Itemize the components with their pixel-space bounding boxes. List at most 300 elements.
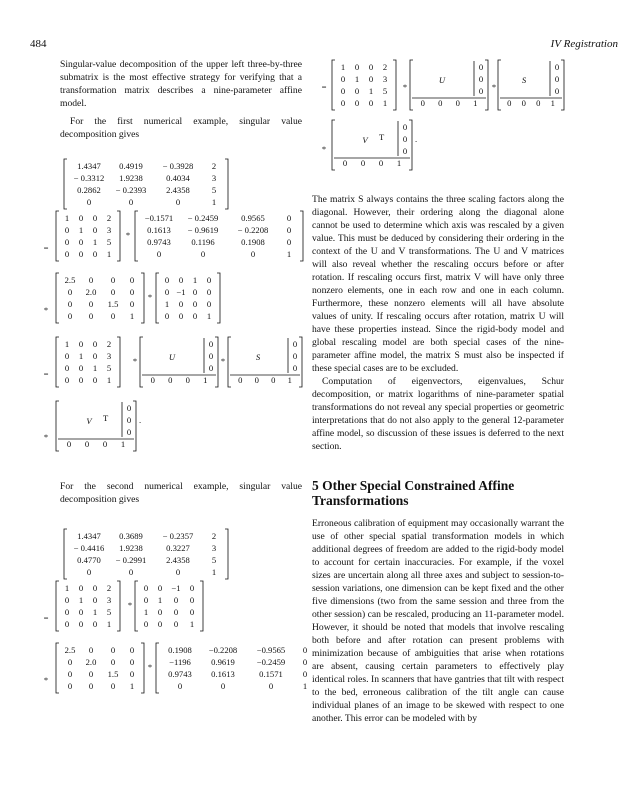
translation-t3-cell: 1 <box>340 62 346 72</box>
matrix-a2-cell: 1.9238 <box>119 543 143 553</box>
translation-t1b-cell: 0 <box>64 351 70 361</box>
matrix-a1-cell: 0.4034 <box>166 173 190 183</box>
translation-t2-cell: 0 <box>78 619 84 629</box>
matrix-s1-cell: 2.5 <box>64 275 76 285</box>
matrix-s1-cell: 0 <box>129 287 135 297</box>
matrix-a1-cell: 0 <box>128 197 134 207</box>
matrix-v1-cell: 1 <box>206 311 212 321</box>
matrix-a2-cell: 0 <box>128 567 134 577</box>
matrix-a1-cell: 2 <box>211 161 217 171</box>
matrix-a1-cell: 0.2862 <box>77 185 101 195</box>
translation-t3-cell: 3 <box>382 74 388 84</box>
zero-cell: 0 <box>126 415 132 425</box>
matrix-v1-right-bracket <box>217 273 220 323</box>
bottom-row-cell: 0 <box>271 375 276 385</box>
matrix-v2-cell: 0 <box>302 657 308 667</box>
matrix-u2-cell: −1 <box>171 583 181 593</box>
matrix-s1-cell: 0 <box>88 311 94 321</box>
bottom-row-cell: 0 <box>438 98 443 108</box>
matrix-v2-cell: 0 <box>268 681 274 691</box>
matrix-u2-cell: 0 <box>173 595 179 605</box>
bottom-row-cell: 0 <box>168 375 173 385</box>
translation-t1-cell: 1 <box>92 237 98 247</box>
translation-t1b-cell: 1 <box>78 351 84 361</box>
matrix-a2-cell: 0 <box>86 567 92 577</box>
zero-cell: 0 <box>554 86 560 96</box>
translation-t1b-cell: 1 <box>106 375 112 385</box>
zero-cell: 0 <box>208 363 214 373</box>
left-paragraph-1: Singular-value decomposition of the upper left three-by-three submatrix is the most effective strategy for verifying that a transformation matrix describes a nine-parameter affine model. <box>60 59 302 109</box>
translation-t3-cell: 0 <box>354 98 360 108</box>
multiply-sign: * <box>147 292 153 302</box>
right-paragraph-2: Computation of eigenvectors, eigenvalues, Schur decomposition, or matrix logarithms of nine-parameter spatial transformations do not reveal any special properties or geometric interpretations that do not also apply to the general 12-parameter affine model, so discussion of these issues is deferred to the next section. <box>312 376 564 452</box>
matrix-a2-cell: 0 <box>175 567 181 577</box>
matrix-v1-cell: 0 <box>178 299 184 309</box>
matrix-v2-cell: −0.2208 <box>208 645 238 655</box>
matrix-u1-cell: 0 <box>286 225 292 235</box>
translation-t2-cell: 1 <box>92 607 98 617</box>
zero-cell: 0 <box>126 427 132 437</box>
left-column-bottom <box>60 480 302 506</box>
right-column-bottom <box>312 517 564 725</box>
running-title: IV Registration <box>550 38 618 50</box>
translation-t2-cell: 0 <box>92 619 98 629</box>
matrix-a2-right-bracket <box>225 529 228 579</box>
u-symbol-matrix-right-bracket <box>485 60 488 110</box>
matrix-s1-cell: 1 <box>129 311 135 321</box>
matrix-s2-right-bracket <box>141 643 144 693</box>
matrix-u2-cell: 0 <box>173 607 179 617</box>
matrix-u1-cell: 0 <box>156 249 162 259</box>
matrix-s1-cell: 0 <box>88 299 94 309</box>
matrix-a2-left-bracket <box>64 529 67 579</box>
matrix-v1-cell: 1 <box>192 275 198 285</box>
matrix-u1-cell: 1 <box>286 249 292 259</box>
matrix-s1-cell: 0 <box>67 287 73 297</box>
matrix-u1-cell: 0 <box>250 249 256 259</box>
bottom-row-cell: 0 <box>507 98 512 108</box>
u-symbol: U <box>438 74 446 85</box>
bottom-row-cell: 0 <box>536 98 541 108</box>
matrix-s1-left-bracket <box>56 273 59 323</box>
multiply-sign: * <box>402 82 408 92</box>
bottom-row-cell: 0 <box>185 375 190 385</box>
matrix-s2-cell: 0 <box>67 657 73 667</box>
matrix-s1-right-bracket <box>141 273 144 323</box>
translation-t2-cell: 0 <box>78 607 84 617</box>
zero-cell: 0 <box>554 62 560 72</box>
zero-cell: 0 <box>478 86 484 96</box>
s-symbol-matrix-right-bracket <box>561 60 564 110</box>
translation-t1-cell: 0 <box>64 225 70 235</box>
matrix-v2-cell: 0.9619 <box>211 657 235 667</box>
matrix-s2-cell: 0 <box>67 669 73 679</box>
translation-t2-cell: 1 <box>64 583 70 593</box>
translation-t1b-cell: 0 <box>78 339 84 349</box>
matrix-a1-cell: 3 <box>211 173 217 183</box>
zero-cell: 0 <box>402 146 408 156</box>
matrix-s2-cell: 0 <box>129 669 135 679</box>
matrix-s1-cell: 0 <box>67 299 73 309</box>
matrix-a1-cell: 0 <box>86 197 92 207</box>
matrix-v2-cell: 0.1571 <box>259 669 283 679</box>
translation-t2-cell: 0 <box>92 595 98 605</box>
transpose-superscript: T <box>379 132 385 142</box>
matrix-a1-left-bracket <box>64 159 67 209</box>
matrix-s2-cell: 0 <box>88 645 94 655</box>
translation-t1-cell: 0 <box>92 249 98 259</box>
zero-cell: 0 <box>292 339 298 349</box>
matrix-u2-cell: 0 <box>189 583 195 593</box>
period: . <box>415 134 418 144</box>
matrix-u2-cell: 0 <box>143 583 149 593</box>
translation-t1b-cell: 0 <box>92 351 98 361</box>
translation-t1-cell: 1 <box>64 213 70 223</box>
multiply-sign: * <box>127 600 133 610</box>
translation-t2-cell: 1 <box>106 619 112 629</box>
left-paragraph-2: For the first numerical example, singular value decomposition gives <box>60 116 302 140</box>
matrix-u1-cell: 0.1613 <box>147 225 171 235</box>
matrix-a1-cell: 1.4347 <box>77 161 101 171</box>
translation-t3-cell: 0 <box>368 62 374 72</box>
matrix-a2-cell: 3 <box>211 543 217 553</box>
matrix-s2-cell: 0 <box>110 657 116 667</box>
u-symbol-matrix-left-bracket <box>410 60 413 110</box>
matrix-s1-cell: 0 <box>129 299 135 309</box>
matrix-s2-cell: 0 <box>88 681 94 691</box>
matrix-u2-cell: 0 <box>157 619 163 629</box>
matrix-s2-cell: 2.5 <box>64 645 76 655</box>
matrix-s2-cell: 0 <box>129 645 135 655</box>
matrix-v2-cell: 0 <box>220 681 226 691</box>
transpose-superscript: T <box>103 413 109 423</box>
matrix-v2-cell: 1 <box>302 681 308 691</box>
matrix-v2-cell: −1196 <box>169 657 191 667</box>
bottom-row-cell: 0 <box>238 375 243 385</box>
matrix-s2-cell: 0 <box>88 669 94 679</box>
matrix-a2-cell: − 0.2357 <box>162 531 194 541</box>
matrix-s1-cell: 0 <box>110 287 116 297</box>
matrix-s1-cell: 0 <box>88 275 94 285</box>
matrix-a2-cell: 0.4770 <box>77 555 101 565</box>
matrix-u1-cell: 0.1908 <box>241 237 265 247</box>
bottom-row-cell: 0 <box>102 439 108 449</box>
matrix-a1-cell: 0.4919 <box>119 161 143 171</box>
bottom-row-cell: 0 <box>84 439 90 449</box>
translation-t2-right-bracket <box>117 581 120 631</box>
bottom-row-cell: 0 <box>521 98 526 108</box>
matrix-u1-cell: 0 <box>200 249 206 259</box>
matrix-v2-cell: 0.1613 <box>211 669 235 679</box>
matrix-u2-cell: 0 <box>157 583 163 593</box>
matrix-u2-right-bracket <box>200 581 203 631</box>
s-symbol-matrix-left-bracket <box>228 337 231 387</box>
bottom-row-cell: 0 <box>378 158 384 168</box>
v-transpose-symbol: V <box>362 134 368 145</box>
matrix-a2-cell: 2.4358 <box>166 555 190 565</box>
translation-t2-cell: 3 <box>106 595 112 605</box>
translation-t3-cell: 1 <box>382 98 388 108</box>
matrix-a2-cell: − 0.2991 <box>115 555 147 565</box>
matrix-v1-left-bracket <box>156 273 159 323</box>
u-symbol: U <box>168 351 176 362</box>
matrix-v2-cell: 0 <box>302 645 308 655</box>
matrix-a1-cell: − 0.2393 <box>115 185 147 195</box>
matrix-u2-cell: 0 <box>143 595 149 605</box>
matrix-v1-cell: 0 <box>164 275 170 285</box>
page-number: 484 <box>30 38 47 50</box>
matrix-a1-right-bracket <box>225 159 228 209</box>
matrix-a1-cell: 1 <box>211 197 217 207</box>
bottom-row-cell: 1 <box>550 98 555 108</box>
matrix-a2-cell: 1.4347 <box>77 531 101 541</box>
matrix-s2-cell: 0 <box>67 681 73 691</box>
translation-t2-cell: 0 <box>64 595 70 605</box>
translation-t1-cell: 3 <box>106 225 112 235</box>
zero-cell: 0 <box>554 74 560 84</box>
matrix-u1-cell: − 0.9619 <box>187 225 219 235</box>
equals-sign: = <box>43 369 49 379</box>
matrix-s2-cell: 1.5 <box>107 669 119 679</box>
translation-t3-cell: 1 <box>354 74 360 84</box>
bottom-row-cell: 0 <box>455 98 460 108</box>
translation-t1b-cell: 1 <box>92 363 98 373</box>
matrix-v1-cell: 0 <box>164 287 170 297</box>
translation-t1b-cell: 3 <box>106 351 112 361</box>
v-transpose-symbol-matrix-right-bracket <box>409 120 412 170</box>
bottom-row-cell: 0 <box>360 158 366 168</box>
matrix-a1-cell: 5 <box>211 185 217 195</box>
translation-t1-cell: 2 <box>106 213 112 223</box>
s-symbol-matrix-right-bracket <box>299 337 302 387</box>
matrix-s1-cell: 0 <box>129 275 135 285</box>
translation-t3-cell: 0 <box>340 86 346 96</box>
matrix-v1-cell: −1 <box>176 287 186 297</box>
matrix-u1-cell: 0 <box>286 237 292 247</box>
matrix-u1-cell: −0.1571 <box>144 213 174 223</box>
bottom-row-cell: 1 <box>473 98 478 108</box>
matrix-v1-cell: 0 <box>192 311 198 321</box>
equals-sign: = <box>321 82 327 92</box>
bottom-row-cell: 0 <box>342 158 348 168</box>
translation-t1-cell: 0 <box>64 249 70 259</box>
translation-t3-cell: 1 <box>368 86 374 96</box>
zero-cell: 0 <box>478 74 484 84</box>
translation-t1b-cell: 0 <box>64 363 70 373</box>
matrix-u1-cell: 0.1196 <box>191 237 215 247</box>
matrix-u1-cell: 0.9743 <box>147 237 171 247</box>
translation-t1-cell: 1 <box>106 249 112 259</box>
bottom-row-cell: 0 <box>150 375 155 385</box>
matrix-u2-cell: 0 <box>157 607 163 617</box>
matrix-u2-cell: 1 <box>143 607 149 617</box>
translation-t1-cell: 0 <box>92 225 98 235</box>
zero-cell: 0 <box>208 351 214 361</box>
multiply-sign: * <box>43 675 49 685</box>
matrix-s2-cell: 2.0 <box>85 657 97 667</box>
matrix-v1-cell: 0 <box>206 299 212 309</box>
s-symbol-matrix-left-bracket <box>498 60 501 110</box>
translation-t2-cell: 0 <box>64 607 70 617</box>
multiply-sign: * <box>491 82 497 92</box>
section-heading: 5 Other Special Constrained Affine Transformations <box>312 478 515 508</box>
matrix-s1-cell: 2.0 <box>85 287 97 297</box>
right-column-top <box>312 193 564 453</box>
matrix-a1-cell: 2.4358 <box>166 185 190 195</box>
matrix-u2-cell: 0 <box>143 619 149 629</box>
bottom-row-cell: 0 <box>420 98 425 108</box>
translation-t3-cell: 0 <box>340 98 346 108</box>
translation-t2-left-bracket <box>56 581 59 631</box>
matrix-u2-cell: 0 <box>189 595 195 605</box>
v-transpose-symbol: V <box>86 415 92 426</box>
matrix-u2-cell: 1 <box>157 595 163 605</box>
u-symbol-matrix-right-bracket <box>215 337 218 387</box>
zero-cell: 0 <box>478 62 484 72</box>
translation-t1b-right-bracket <box>117 337 120 387</box>
matrix-v1-cell: 0 <box>178 275 184 285</box>
zero-cell: 0 <box>402 134 408 144</box>
translation-t3-cell: 0 <box>368 98 374 108</box>
bottom-row-cell: 0 <box>66 439 72 449</box>
multiply-sign: * <box>132 356 138 366</box>
multiply-sign: * <box>321 144 327 154</box>
matrix-u1-right-bracket <box>300 211 303 261</box>
matrix-v2-cell: 0 <box>177 681 183 691</box>
bottom-row-cell: 0 <box>254 375 259 385</box>
translation-t1-cell: 0 <box>78 237 84 247</box>
bottom-row-cell: 1 <box>203 375 208 385</box>
left-column-top <box>60 58 302 141</box>
multiply-sign: * <box>125 230 131 240</box>
translation-t3-cell: 0 <box>340 74 346 84</box>
matrix-s2-cell: 0 <box>110 681 116 691</box>
matrix-u1-cell: 0.9565 <box>241 213 265 223</box>
translation-t1-cell: 0 <box>78 249 84 259</box>
s-symbol: S <box>521 74 527 85</box>
translation-t2-cell: 1 <box>78 595 84 605</box>
matrix-s2-cell: 0 <box>129 657 135 667</box>
matrix-v2-cell: −0.2459 <box>256 657 286 667</box>
translation-t3-cell: 0 <box>354 62 360 72</box>
translation-t1b-cell: 0 <box>78 363 84 373</box>
matrix-a2-cell: 5 <box>211 555 217 565</box>
bottom-row-cell: 1 <box>396 158 402 168</box>
matrix-u1-cell: − 0.2208 <box>237 225 269 235</box>
zero-cell: 0 <box>126 403 132 413</box>
translation-t2-cell: 0 <box>64 619 70 629</box>
matrix-v1-cell: 0 <box>206 287 212 297</box>
equation-svd-example-2 <box>40 525 315 720</box>
translation-t2-cell: 2 <box>106 583 112 593</box>
translation-t1-left-bracket <box>56 211 59 261</box>
matrix-s2-cell: 0 <box>110 645 116 655</box>
matrix-a1-cell: − 0.3928 <box>162 161 194 171</box>
v-transpose-symbol-matrix-left-bracket <box>56 401 59 451</box>
translation-t1-cell: 0 <box>64 237 70 247</box>
multiply-sign: * <box>43 305 49 315</box>
matrix-a2-cell: − 0.4416 <box>73 543 105 553</box>
translation-t1b-cell: 0 <box>78 375 84 385</box>
zero-cell: 0 <box>208 339 214 349</box>
equals-sign: = <box>43 243 49 253</box>
right-paragraph-3: Erroneous calibration of equipment may occasionally warrant the use of other special spatial transformation models in which additional degrees of freedom are added to the rigid-body model to account for certain inaccuracies. For example, if the voxel sizes are uncertain along all three axes and subject to session-to-session variations, one dimension can be kept fixed and the other five dimensions (two from the same session and three from the other session) can be rescaled, producing an 11-parameter model. However, it should be noted that models that involve rescaling both before and after rotation can present problems with minimization because of ambiguities that arise when rotations are absent, causing certain parameters to effectively play identical roles. In scanners that have gantries that tilt with respect to the bed, erroneous calibration of the tilt angle can cause individual planes of an image to be skewed with respect to one another. This error can be modeled with by <box>312 518 564 724</box>
zero-cell: 0 <box>292 363 298 373</box>
matrix-s1-cell: 0 <box>110 275 116 285</box>
matrix-a2-cell: 1 <box>211 567 217 577</box>
matrix-a2-cell: 0.3689 <box>119 531 143 541</box>
v-transpose-symbol-matrix-right-bracket <box>133 401 136 451</box>
bottom-row-cell: 1 <box>120 439 126 449</box>
matrix-v1-cell: 0 <box>164 311 170 321</box>
translation-t1-cell: 5 <box>106 237 112 247</box>
translation-t1-cell: 0 <box>92 213 98 223</box>
right-paragraph-1: The matrix S always contains the three scaling factors along the diagonal. However, their ordering along the diagonal alone cannot be used to determine which axis was rescaled by a given value. This must be deduced by considering their ordering in the context of the U and V transformations. The U and V matrices will also reveal whether the rescaling occurs before or after rotation. If rescaling occurs first, matrix V will have only three nonzero elements, one in each row and one in each column. Furthermore, these nonzero elements will all have absolute values of unity. If rescaling occurs after rotation, matrix U will have these properties instead. Since the rigid-body model and global rescaling model are both special cases of the nine-parameter affine model, the matrix S must also be inspected if these special cases are to be excluded. <box>312 194 564 374</box>
matrix-v1-cell: 0 <box>192 299 198 309</box>
translation-t1b-cell: 0 <box>92 339 98 349</box>
left-paragraph-3: For the second numerical example, singular value decomposition gives <box>60 481 302 505</box>
translation-t1b-cell: 0 <box>64 375 70 385</box>
matrix-v2-cell: 0.1908 <box>168 645 192 655</box>
period: . <box>139 415 142 425</box>
matrix-a1-cell: 1.9238 <box>119 173 143 183</box>
matrix-u2-cell: 1 <box>189 619 195 629</box>
translation-t1-cell: 1 <box>78 225 84 235</box>
matrix-s1-cell: 1.5 <box>107 299 119 309</box>
matrix-s1-cell: 0 <box>67 311 73 321</box>
multiply-sign: * <box>147 662 153 672</box>
translation-t1b-cell: 5 <box>106 363 112 373</box>
translation-t1-cell: 0 <box>78 213 84 223</box>
zero-cell: 0 <box>402 122 408 132</box>
zero-cell: 0 <box>292 351 298 361</box>
bottom-row-cell: 1 <box>287 375 292 385</box>
matrix-v2-cell: 0 <box>302 669 308 679</box>
translation-t3-cell: 0 <box>368 74 374 84</box>
matrix-s2-left-bracket <box>56 643 59 693</box>
matrix-v1-cell: 0 <box>206 275 212 285</box>
translation-t3-left-bracket <box>332 60 335 110</box>
matrix-a1-cell: 0 <box>175 197 181 207</box>
matrix-v1-cell: 0 <box>192 287 198 297</box>
matrix-u1-cell: 0 <box>286 213 292 223</box>
translation-t1b-cell: 1 <box>64 339 70 349</box>
matrix-a2-cell: 2 <box>211 531 217 541</box>
matrix-a2-cell: 0.3227 <box>166 543 190 553</box>
translation-t3-right-bracket <box>393 60 396 110</box>
translation-t1b-cell: 0 <box>92 375 98 385</box>
matrix-u1-cell: − 0.2459 <box>187 213 219 223</box>
multiply-sign: * <box>220 356 226 366</box>
matrix-a1-cell: − 0.3312 <box>73 173 105 183</box>
matrix-v2-cell: −0.9565 <box>256 645 286 655</box>
translation-t1-right-bracket <box>117 211 120 261</box>
matrix-s2-cell: 1 <box>129 681 135 691</box>
equals-sign: = <box>43 613 49 623</box>
s-symbol: S <box>255 351 261 362</box>
translation-t3-cell: 2 <box>382 62 388 72</box>
matrix-u2-cell: 0 <box>173 619 179 629</box>
equation-svd-general <box>318 58 568 178</box>
matrix-s1-cell: 0 <box>110 311 116 321</box>
translation-t1b-cell: 2 <box>106 339 112 349</box>
translation-t3-cell: 0 <box>354 86 360 96</box>
matrix-u2-cell: 0 <box>189 607 195 617</box>
matrix-v2-cell: 0.9743 <box>168 669 192 679</box>
matrix-v1-cell: 0 <box>178 311 184 321</box>
matrix-u1-left-bracket <box>135 211 138 261</box>
translation-t1b-left-bracket <box>56 337 59 387</box>
